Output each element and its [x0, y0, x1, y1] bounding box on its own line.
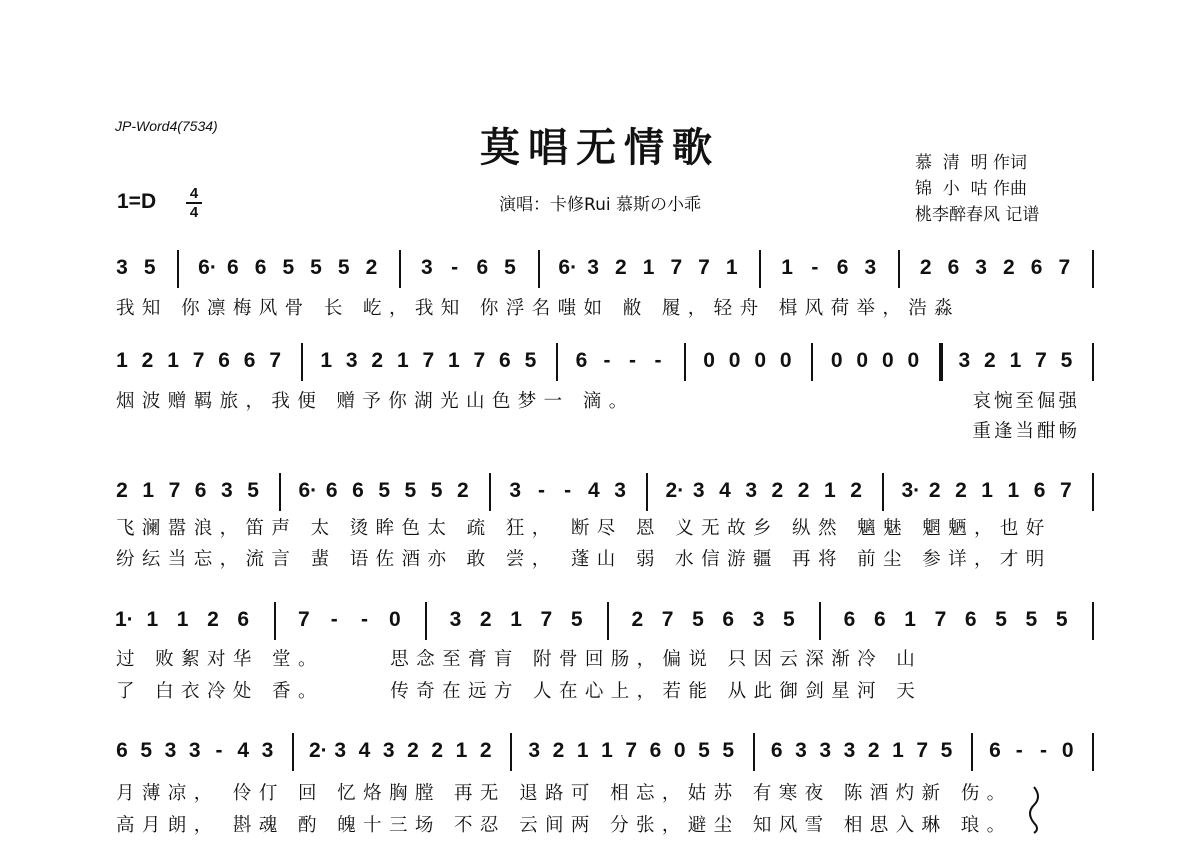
note: 2	[955, 479, 967, 502]
note: 5	[722, 739, 735, 762]
note: 2	[141, 349, 154, 372]
note: 3	[261, 739, 274, 762]
note: 5	[143, 256, 156, 279]
note: 3	[528, 739, 541, 762]
note: 2	[771, 479, 784, 502]
note: 3	[164, 739, 177, 762]
note: 7	[422, 349, 435, 372]
note: 5	[404, 479, 417, 502]
note: 6	[989, 739, 1001, 762]
note: 2	[1003, 256, 1015, 279]
note: 5	[504, 256, 516, 279]
note: 0	[728, 349, 741, 372]
note: 2	[479, 608, 492, 631]
note: 0	[1061, 739, 1074, 762]
note: 0	[388, 608, 401, 631]
note: 4	[588, 479, 600, 502]
note: 1	[601, 739, 613, 762]
note: 3	[421, 256, 433, 279]
note: 5	[282, 256, 295, 279]
note: 2	[615, 256, 627, 279]
note: 3	[449, 608, 462, 631]
note: 5	[995, 608, 1007, 631]
note: 7	[1059, 479, 1072, 502]
note: 0	[673, 739, 686, 762]
note: 6	[1033, 479, 1046, 502]
lyric-line-right: 重逢当酣畅	[972, 421, 1080, 442]
note: 5	[698, 739, 710, 762]
note: 6	[649, 739, 662, 762]
note: 5	[140, 739, 153, 762]
note: 5	[378, 479, 390, 502]
time-bottom: 4	[189, 204, 199, 221]
note: 0	[779, 349, 792, 372]
note: 3	[864, 256, 877, 279]
note: 1	[781, 256, 793, 279]
note: 6	[218, 349, 230, 372]
note: 5	[310, 256, 322, 279]
note: -	[537, 479, 545, 502]
note: -	[629, 349, 637, 372]
lyric-line: 过 败絮对华 堂。 思念至膏肓 附骨回肠，偏说 只因云深渐冷 山	[116, 649, 923, 670]
note: 7	[540, 608, 553, 631]
note: 2·	[309, 739, 328, 762]
note: 3	[509, 479, 522, 502]
note: 2	[631, 608, 644, 631]
note: 0	[703, 349, 715, 372]
note: 2	[207, 608, 219, 631]
note: 2	[867, 739, 880, 762]
note: 6	[873, 608, 886, 631]
key-signature: 1=D	[117, 190, 157, 213]
lyric-line: 我知 你凛梅风骨 长 屹，我知 你浮名嗤如 敝 履，轻舟 楫风荷举，浩淼	[116, 298, 961, 319]
note: 0	[754, 349, 766, 372]
note: 6	[352, 479, 364, 502]
note: 3	[752, 608, 765, 631]
note: 6	[1030, 256, 1043, 279]
note: 3	[795, 739, 807, 762]
note: 2	[456, 479, 469, 502]
note: 6	[575, 349, 588, 372]
note: 1	[510, 608, 522, 631]
note: 3	[692, 479, 705, 502]
note: 7	[1058, 256, 1071, 279]
note: -	[1015, 739, 1023, 762]
note: -	[361, 608, 368, 631]
note: 2	[552, 739, 565, 762]
note: 6	[947, 256, 960, 279]
note: 7	[916, 739, 929, 762]
lyric-line-right: 哀惋至倔强	[972, 391, 1080, 412]
note: -	[654, 349, 662, 372]
note: 6·	[298, 479, 318, 502]
note: 1	[320, 349, 333, 372]
note: 6·	[198, 256, 217, 279]
lyric-line: 烟波赠羁旅，我便 赠予你湖光山色梦一 滴。	[116, 391, 635, 412]
note: 1	[725, 256, 738, 279]
note: -	[564, 479, 572, 502]
note: 5	[783, 608, 795, 631]
note: 1	[176, 608, 189, 631]
note: 3	[221, 479, 233, 502]
note: 2	[365, 256, 378, 279]
time-top: 4	[189, 185, 199, 202]
note: 2	[479, 739, 492, 762]
note: 1	[146, 608, 159, 631]
note: 6	[194, 479, 207, 502]
note: 6	[116, 739, 128, 762]
lyricist-credit: 慕 清 明 作词	[915, 153, 1028, 173]
note: 2	[116, 479, 128, 502]
note: 6·	[558, 256, 578, 279]
note: 2	[850, 479, 862, 502]
singer-line: 演唱：卡修Rui 慕斯の小乖	[499, 195, 701, 215]
lyric-line: 纷纭当忘，流言 蜚 语佐酒亦 敢 尝， 蓬山 弱 水信游疆 再将 前尘 参详，才明	[116, 549, 1052, 570]
note: 6	[964, 608, 977, 631]
note: 7	[473, 349, 486, 372]
note: 7	[168, 479, 181, 502]
note: 3	[334, 739, 347, 762]
note: 1	[823, 479, 836, 502]
note: 0	[881, 349, 894, 372]
note: 3	[382, 739, 395, 762]
note: 3	[843, 739, 856, 762]
note: -	[215, 739, 223, 762]
note: 6	[722, 608, 735, 631]
note: 1	[455, 739, 468, 762]
note: 2	[928, 479, 941, 502]
note: 6	[476, 256, 489, 279]
note: -	[451, 256, 459, 279]
note: 2	[371, 349, 384, 372]
software-mark: JP-Word4(7534)	[115, 118, 218, 134]
note: 5	[430, 479, 443, 502]
note: 3	[819, 739, 832, 762]
note: 4	[358, 739, 371, 762]
note: 2·	[665, 479, 685, 502]
note: 7	[670, 256, 683, 279]
song-title: 莫唱无情歌	[480, 124, 720, 171]
note: 5	[940, 739, 953, 762]
note: 6	[237, 608, 250, 631]
note: 2	[431, 739, 444, 762]
note: 4	[719, 479, 731, 502]
note: 7	[298, 608, 310, 631]
note: 5	[692, 608, 704, 631]
note: 3	[587, 256, 599, 279]
note: 1	[447, 349, 460, 372]
note: 1	[167, 349, 179, 372]
note: 0	[856, 349, 869, 372]
note: 3	[188, 739, 201, 762]
note: 1	[642, 256, 655, 279]
composer-credit: 锦 小 咕 作曲	[915, 179, 1028, 199]
note: 5	[1025, 608, 1038, 631]
note: 7	[698, 256, 710, 279]
note: 1	[396, 349, 409, 372]
note: 7	[625, 739, 638, 762]
note: -	[811, 256, 819, 279]
note: 3·	[901, 479, 921, 502]
note: 2	[919, 256, 932, 279]
note: 7	[192, 349, 205, 372]
note: 7	[1035, 349, 1047, 372]
transcriber-credit: 桃李醉春风 记谱	[915, 205, 1040, 225]
note: -	[330, 608, 338, 631]
note: 5	[1055, 608, 1068, 631]
note: 5	[247, 479, 259, 502]
note: 1	[1009, 349, 1022, 372]
lyric-line: 飞澜嚣浪，笛声 太 烫眸色太 疏 狂， 断尽 恩 义无故乡 纵然 魑魅 魍魉，也好	[116, 518, 1052, 539]
note: 3	[958, 349, 971, 372]
lyric-line: 高月朗， 斟魂 酌 魄十三场 不忍 云间两 分张，避尘 知风雪 相思入琳 琅。	[116, 815, 1013, 836]
note: 5	[524, 349, 537, 372]
note: 1	[904, 608, 916, 631]
note: 6	[254, 256, 267, 279]
note: 6	[770, 739, 783, 762]
note: 6	[836, 256, 849, 279]
note: 6	[843, 608, 856, 631]
note: 0	[830, 349, 843, 372]
note: 3	[345, 349, 358, 372]
note: 7	[934, 608, 947, 631]
note: 2	[984, 349, 996, 372]
note: 5	[570, 608, 583, 631]
note: 1	[116, 349, 128, 372]
note: 7	[269, 349, 281, 372]
note: 6	[325, 479, 338, 502]
note: 6	[227, 256, 239, 279]
note: 3	[116, 256, 128, 279]
note: 7	[661, 608, 674, 631]
note: 5	[1060, 349, 1073, 372]
note: 3	[745, 479, 758, 502]
note: 6	[243, 349, 256, 372]
note: 2	[407, 739, 419, 762]
note: -	[1040, 739, 1047, 762]
note: 2	[797, 479, 810, 502]
lyric-line: 了 白衣冷处 香。 传奇在远方 人在心上，若能 从此御剑星河 天	[116, 681, 923, 702]
note: 1	[1007, 479, 1020, 502]
lyric-line: 月薄凉， 伶仃 回 忆烙胸膛 再无 退路可 相忘，姑苏 有寒夜 陈酒灼新 伤。	[116, 783, 1013, 804]
note: 3	[614, 479, 626, 502]
note: 1	[142, 479, 155, 502]
note: 1	[981, 479, 993, 502]
note: 4	[237, 739, 250, 762]
note: -	[603, 349, 611, 372]
note: 1	[892, 739, 904, 762]
note: 5	[337, 256, 350, 279]
note: 0	[907, 349, 920, 372]
note: 6	[499, 349, 511, 372]
note: 1·	[115, 608, 134, 631]
note: 1	[576, 739, 589, 762]
note: 3	[975, 256, 987, 279]
